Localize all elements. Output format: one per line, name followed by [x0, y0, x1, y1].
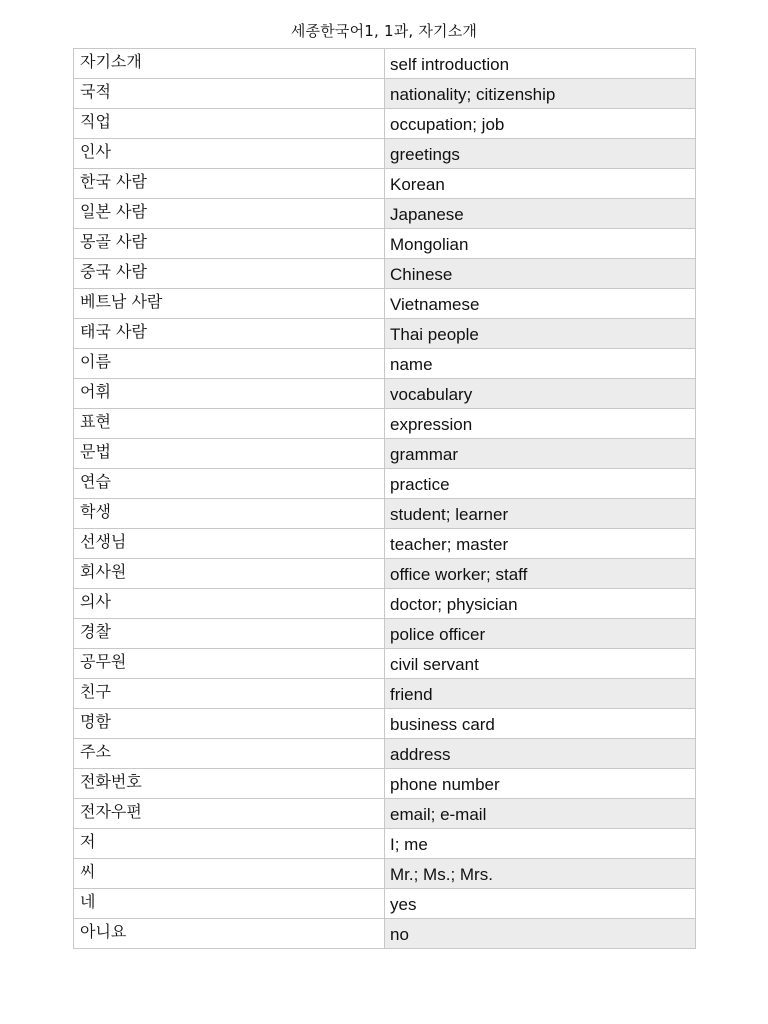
table-row: [74, 289, 696, 319]
page-title: 세종한국어1, 1과, 자기소개: [290, 22, 478, 40]
table-row: [74, 679, 696, 709]
english-meaning-cell: no: [385, 919, 696, 949]
english-meaning-cell: address: [385, 739, 696, 769]
korean-term-cell: 인사: [74, 139, 385, 169]
english-meaning-cell: Thai people: [385, 319, 696, 349]
english-meaning-cell: Mongolian: [385, 229, 696, 259]
table-row: [74, 319, 696, 349]
korean-term-cell: 네: [74, 889, 385, 919]
english-meaning-cell: police officer: [385, 619, 696, 649]
table-row: [74, 49, 696, 79]
english-meaning-cell: nationality; citizenship: [385, 79, 696, 109]
vocabulary-table-body: [74, 49, 696, 949]
korean-term-cell: 회사원: [74, 559, 385, 589]
table-row: [74, 349, 696, 379]
table-row: [74, 499, 696, 529]
english-meaning-cell: doctor; physician: [385, 589, 696, 619]
table-row: [74, 739, 696, 769]
korean-term-cell: 친구: [74, 679, 385, 709]
english-meaning-cell: expression: [385, 409, 696, 439]
korean-term-cell: 태국 사람: [74, 319, 385, 349]
table-row: [74, 559, 696, 589]
table-row: [74, 79, 696, 109]
english-meaning-cell: teacher; master: [385, 529, 696, 559]
korean-term-cell: 연습: [74, 469, 385, 499]
english-meaning-cell: student; learner: [385, 499, 696, 529]
korean-term-cell: 이름: [74, 349, 385, 379]
english-meaning-cell: Korean: [385, 169, 696, 199]
english-meaning-cell: yes: [385, 889, 696, 919]
korean-term-cell: 문법: [74, 439, 385, 469]
table-row: [74, 619, 696, 649]
english-meaning-cell: email; e-mail: [385, 799, 696, 829]
english-meaning-cell: Mr.; Ms.; Mrs.: [385, 859, 696, 889]
korean-term-cell: 공무원: [74, 649, 385, 679]
korean-term-cell: 국적: [74, 79, 385, 109]
korean-term-cell: 씨: [74, 859, 385, 889]
table-row: [74, 589, 696, 619]
table-row: [74, 829, 696, 859]
table-row: [74, 229, 696, 259]
english-meaning-cell: Vietnamese: [385, 289, 696, 319]
english-meaning-cell: self introduction: [385, 49, 696, 79]
english-meaning-cell: practice: [385, 469, 696, 499]
korean-term-cell: 자기소개: [74, 49, 385, 79]
table-row: [74, 769, 696, 799]
korean-term-cell: 저: [74, 829, 385, 859]
english-meaning-cell: Japanese: [385, 199, 696, 229]
english-meaning-cell: friend: [385, 679, 696, 709]
korean-term-cell: 어휘: [74, 379, 385, 409]
table-row: [74, 109, 696, 139]
english-meaning-cell: greetings: [385, 139, 696, 169]
english-meaning-cell: grammar: [385, 439, 696, 469]
english-meaning-cell: business card: [385, 709, 696, 739]
table-row: [74, 409, 696, 439]
table-row: [74, 379, 696, 409]
table-row: [74, 799, 696, 829]
korean-term-cell: 베트남 사람: [74, 289, 385, 319]
korean-term-cell: 아니요: [74, 919, 385, 949]
table-row: [74, 169, 696, 199]
table-row: [74, 649, 696, 679]
korean-term-cell: 경찰: [74, 619, 385, 649]
korean-term-cell: 의사: [74, 589, 385, 619]
english-meaning-cell: office worker; staff: [385, 559, 696, 589]
table-row: [74, 469, 696, 499]
english-meaning-cell: phone number: [385, 769, 696, 799]
korean-term-cell: 중국 사람: [74, 259, 385, 289]
table-row: [74, 139, 696, 169]
korean-term-cell: 학생: [74, 499, 385, 529]
korean-term-cell: 전자우편: [74, 799, 385, 829]
korean-term-cell: 전화번호: [74, 769, 385, 799]
korean-term-cell: 표현: [74, 409, 385, 439]
korean-term-cell: 주소: [74, 739, 385, 769]
table-row: [74, 259, 696, 289]
table-row: [74, 199, 696, 229]
vocabulary-table: [73, 48, 696, 949]
table-row: [74, 439, 696, 469]
english-meaning-cell: Chinese: [385, 259, 696, 289]
english-meaning-cell: vocabulary: [385, 379, 696, 409]
table-row: [74, 919, 696, 949]
table-row: [74, 859, 696, 889]
korean-term-cell: 선생님: [74, 529, 385, 559]
korean-term-cell: 한국 사람: [74, 169, 385, 199]
table-row: [74, 709, 696, 739]
english-meaning-cell: civil servant: [385, 649, 696, 679]
korean-term-cell: 몽골 사람: [74, 229, 385, 259]
korean-term-cell: 일본 사람: [74, 199, 385, 229]
english-meaning-cell: I; me: [385, 829, 696, 859]
english-meaning-cell: name: [385, 349, 696, 379]
table-row: [74, 529, 696, 559]
korean-term-cell: 직업: [74, 109, 385, 139]
korean-term-cell: 명함: [74, 709, 385, 739]
english-meaning-cell: occupation; job: [385, 109, 696, 139]
table-row: [74, 889, 696, 919]
